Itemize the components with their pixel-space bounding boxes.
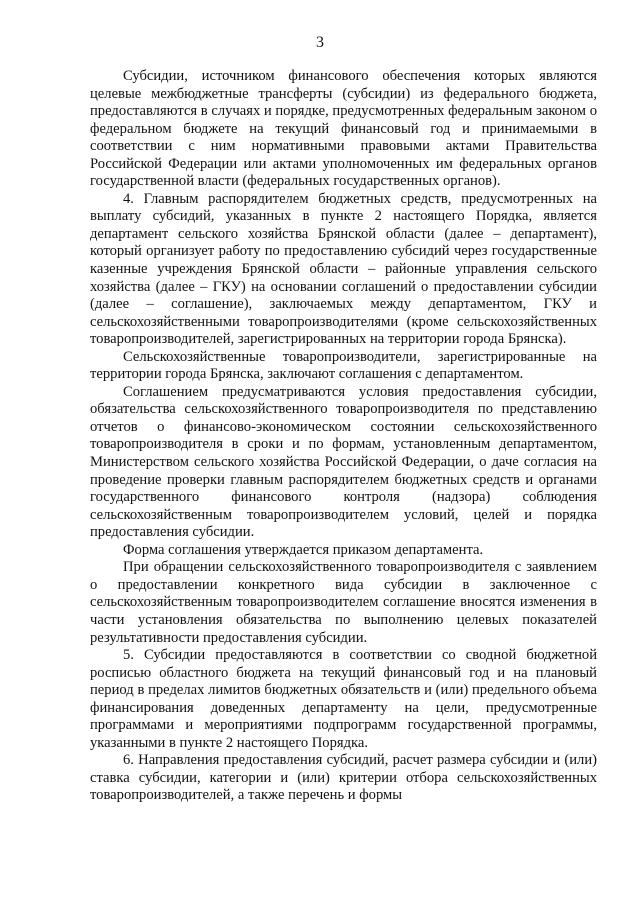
paragraph-agreement-terms: Соглашением предусматриваются условия предоставления субсидии, обязательства сельскохозяйственного товаропроизводителя по представлению отчетов о финансово-экономическом состоянии сельскохозяйственного товаропроизводителя в сроки и по формам, установленным департаментом, Министерством сельского хозяйства Российской Федерации, о даче согласия на проведение проверки главным распорядителем бюджетных средств и органами государственного финансового контроля (надзора) соблюдения сельскохозяйственным товаропроизводителем условий, целей и порядка предоставления субсидии. <box>90 383 597 541</box>
paragraph-item-5: 5. Субсидии предоставляются в соответствии со сводной бюджетной росписью областного бюджета на текущий финансовый год и на плановый период в пределах лимитов бюджетных обязательств и (или) предельного объема финансирования доведенных департаменту на цели, предусмотренные программами и мероприятиями подпрограмм государственной программы, указанными в пункте 2 настоящего Порядка. <box>90 647 597 751</box>
page-number: 3 <box>316 34 324 51</box>
document-body <box>90 68 597 805</box>
paragraph-item-4: 4. Главным распорядителем бюджетных средств, предусмотренных на выплату субсидий, указанных в пункте 2 настоящего Порядка, является департамент сельского хозяйства Брянской области (далее – департамент), который организует работу по предоставлению субсидий через государственные казенные учреждения Брянской области – районные управления сельского хозяйства (далее – ГКУ) на основании соглашений о предоставлении субсидии (далее – соглашение), заключаемых между департаментом, ГКУ и сельскохозяйственными товаропроизводителями (кроме сельскохозяйственных товаропроизводителей, зарегистрированных на территории города Брянска). <box>90 190 597 348</box>
paragraph-item-6: 6. Направления предоставления субсидий, расчет размера субсидии и (или) ставка субсидии, категории и (или) критерии отбора сельскохозяйственных товаропроизводителей, а также перечень и формы <box>90 752 597 804</box>
paragraph-agreement-changes: При обращении сельскохозяйственного товаропроизводителя с заявлением о предоставлении конкретного вида субсидии в заключенное с сельскохозяйственным товаропроизводителем соглашение вносятся изменения в части установления обязательства по выполнению целевых показателей результативности предоставления субсидии. <box>90 559 597 646</box>
paragraph-bryansk-producers: Сельскохозяйственные товаропроизводители, зарегистрированные на территории города Брянска, заключают соглашения с департаментом. <box>90 348 597 383</box>
paragraph-subsidy-sources: Субсидии, источником финансового обеспечения которых являются целевые межбюджетные трансферты (субсидии) из федерального бюджета, предоставляются в случаях и порядке, предусмотренных федеральным законом о федеральном бюджете на текущий финансовый год и принимаемыми в соответствии с ним нормативными правовыми актами Правительства Российской Федерации или актами уполномоченных им федеральных органов государственной власти (федеральных государственных органов). <box>90 68 597 190</box>
paragraph-agreement-form: Форма соглашения утверждается приказом департамента. <box>123 541 484 558</box>
